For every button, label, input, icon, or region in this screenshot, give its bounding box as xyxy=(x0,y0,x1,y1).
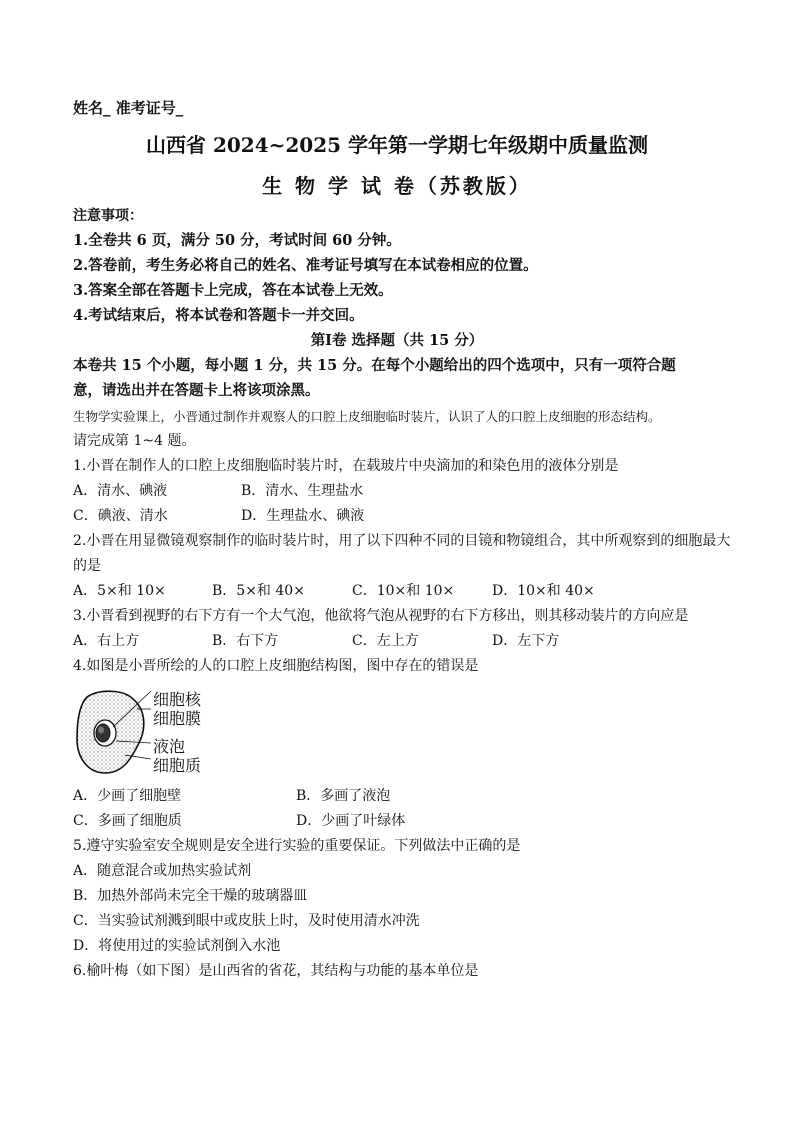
option-a: A．随意混合或加热实验试剂 xyxy=(73,863,252,879)
section-title: 第Ⅰ卷 选择题（共 15 分） xyxy=(310,332,484,349)
option-a: A．5×和 10× xyxy=(73,583,166,599)
question-stem: 6.榆叶梅（如下图）是山西省的省花，其结构与功能的基本单位是 xyxy=(73,963,479,979)
option-a: A．少画了细胞壁 xyxy=(73,788,182,804)
option-c: C．左上方 xyxy=(352,633,419,649)
cheek-cell-figure xyxy=(73,687,213,779)
option-d: D．左下方 xyxy=(492,633,560,649)
option-a: A．清水、碘液 xyxy=(73,483,168,499)
question-stem: 1.小晋在制作人的口腔上皮细胞临时装片时，在载玻片中央滴加的和染色用的液体分别是 xyxy=(73,458,619,474)
option-d: D．生理盐水、碘液 xyxy=(241,508,365,524)
question-stem: 的是 xyxy=(73,558,101,574)
label-nucleus: 细胞核 xyxy=(153,690,202,709)
context-text: 请完成第 1~4 题。 xyxy=(73,433,196,449)
context-text: 生物学实验课上，小晋通过制作并观察人的口腔上皮细胞临时装片，认识了人的口腔上皮细胞的形态结构。 xyxy=(73,409,661,424)
label-vacuole: 液泡 xyxy=(153,737,186,756)
exam-title: 山西省 2024~2025 学年第一学期七年级期中质量监测 xyxy=(145,133,648,157)
option-b: B．5×和 40× xyxy=(212,583,305,599)
section-instructions: 意，请选出并在答题卡上将该项涂黑。 xyxy=(73,382,320,399)
option-b: B．加热外部尚未完全干燥的玻璃器皿 xyxy=(73,888,308,904)
option-c: C．碘液、清水 xyxy=(73,508,168,524)
option-d: D．少画了叶绿体 xyxy=(296,813,406,829)
option-c: C．多画了细胞质 xyxy=(73,813,182,829)
option-c: C．当实验试剂溅到眼中或皮肤上时，及时使用清水冲洗 xyxy=(73,913,420,929)
option-c: C．10×和 10× xyxy=(352,583,455,599)
question-stem: 2.小晋在用显微镜观察制作的临时装片时，用了以下四种不同的目镜和物镜组合，其中所观察到的细胞最大 xyxy=(73,533,731,549)
section-instructions: 本卷共 15 个小题，每小题 1 分，共 15 分。在每个小题给出的四个选项中，只有一项符合题 xyxy=(73,357,676,374)
note-item: 2.答卷前，考生务必将自己的姓名、准考证号填写在本试卷相应的位置。 xyxy=(73,257,538,274)
note-item: 3.答案全部在答题卡上完成，答在本试卷上无效。 xyxy=(73,282,393,299)
exam-subtitle: 生 物 学 试 卷（苏教版） xyxy=(262,174,532,198)
question-stem: 4.如图是小晋所绘的人的口腔上皮细胞结构图，图中存在的错误是 xyxy=(73,658,479,674)
nucleus-highlight xyxy=(98,727,104,734)
option-d: D．10×和 40× xyxy=(492,583,595,599)
nucleus-shape xyxy=(96,724,110,742)
notes-heading: 注意事项： xyxy=(73,208,143,224)
note-item: 4.考试结束后，将本试卷和答题卡一并交回。 xyxy=(73,307,364,324)
question-stem: 3.小晋看到视野的右下方有一个大气泡，他欲将气泡从视野的右下方移出，则其移动装片的方向应是 xyxy=(73,608,689,624)
option-b: B．右下方 xyxy=(212,633,279,649)
option-a: A．右上方 xyxy=(73,633,140,649)
name-id-line: 姓名_ 准考证号_ xyxy=(73,99,184,117)
option-b: B．多画了液泡 xyxy=(296,788,391,804)
question-stem: 5.遵守实验室安全规则是安全进行实验的重要保证。下列做法中正确的是 xyxy=(73,838,521,854)
cell-diagram-icon xyxy=(73,687,151,779)
note-item: 1.全卷共 6 页，满分 50 分，考试时间 60 分钟。 xyxy=(73,232,401,249)
label-cell-membrane: 细胞膜 xyxy=(153,709,202,728)
option-b: B．清水、生理盐水 xyxy=(241,483,364,499)
label-cytoplasm: 细胞质 xyxy=(153,756,202,775)
option-d: D．将使用过的实验试剂倒入水池 xyxy=(73,938,281,954)
